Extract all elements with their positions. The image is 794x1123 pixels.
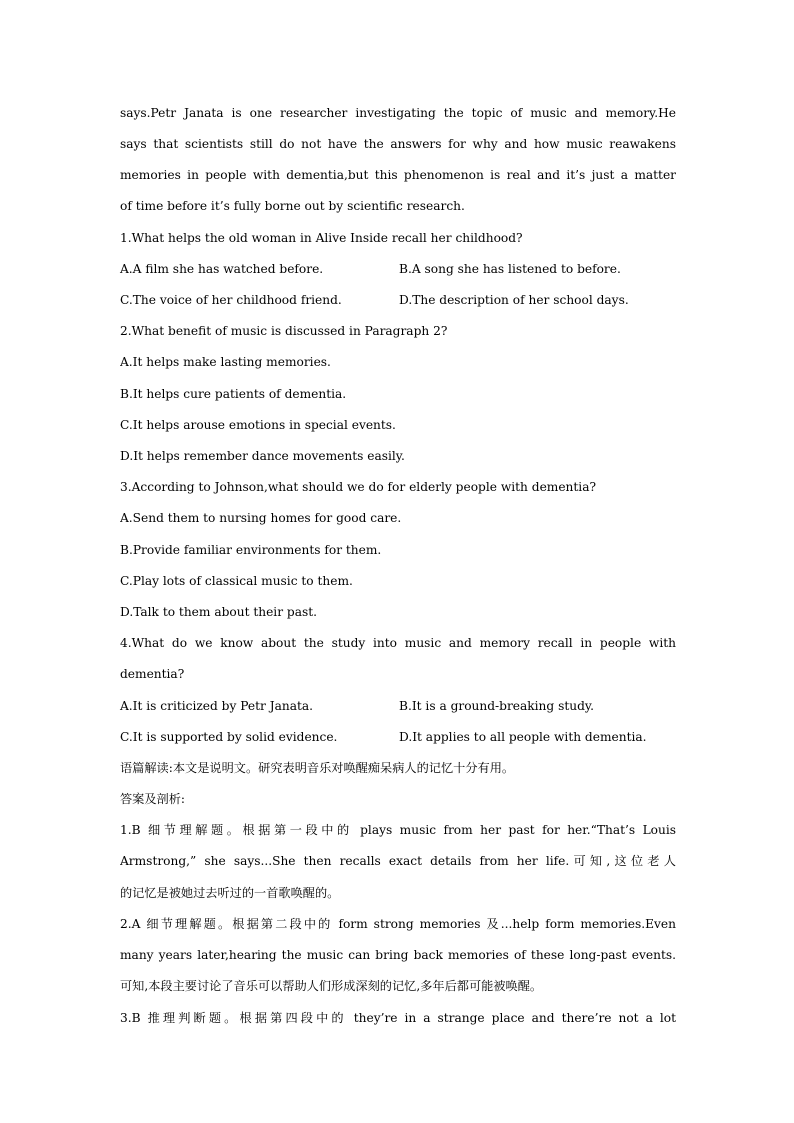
option-d: D.It helps remember dance movements easily.	[120, 449, 405, 463]
passage-summary: 语篇解读:本文是说明文。研究表明音乐对唤醒痴呆病人的记忆十分有用。	[120, 761, 515, 775]
option-b: B.It helps cure patients of dementia.	[120, 387, 347, 401]
answer-line: many years later,hearing the music can bring back memories of these long-past events.	[120, 948, 676, 962]
answer-line: 的记忆是被她过去听过的一首歌唤醒的。	[120, 886, 340, 900]
option-a: A.It helps make lasting memories.	[120, 355, 331, 369]
question-stem: 2.What benefit of music is discussed in Paragraph 2?	[120, 324, 448, 338]
passage-line: memories in people with dementia,but this phenomenon is real and it’s just a matter	[120, 168, 676, 182]
passage-line: says.Petr Janata is one researcher investigating the topic of music and memory.He	[120, 106, 676, 120]
option-c: C.It is supported by solid evidence.	[120, 730, 338, 744]
question-stem-continued: dementia?	[120, 667, 185, 681]
passage-line: says that scientists still do not have the answers for why and how music reawakens	[120, 137, 676, 151]
option-c: C.The voice of her childhood friend.	[120, 293, 342, 307]
option-c: C.It helps arouse emotions in special events.	[120, 418, 396, 432]
option-d: D.Talk to them about their past.	[120, 605, 317, 619]
option-b: B.A song she has listened to before.	[399, 262, 621, 276]
question-stem: 3.According to Johnson,what should we do for elderly people with dementia?	[120, 480, 597, 494]
option-a: A.A film she has watched before.	[120, 262, 324, 276]
question-stem: 4.What do we know about the study into music and memory recall in people with	[120, 636, 676, 650]
answer-line: 1.B 细节理解题。根据第一段中的 plays music from her past for her.“That’s Louis	[120, 823, 676, 837]
option-d: D.The description of her school days.	[399, 293, 629, 307]
answer-line: 可知,本段主要讨论了音乐可以帮助人们形成深刻的记忆,多年后都可能被唤醒。	[120, 979, 543, 993]
option-a: A.Send them to nursing homes for good care.	[120, 511, 402, 525]
answer-heading: 答案及剖析:	[120, 792, 186, 806]
question-stem: 1.What helps the old woman in Alive Inside recall her childhood?	[120, 231, 523, 245]
option-b: B.It is a ground-breaking study.	[399, 699, 595, 713]
answer-line: 3.B 推理判断题。根据第四段中的 they’re in a strange place and there’re not a lot	[120, 1011, 676, 1025]
answer-line: Armstrong,” she says...She then recalls exact details from her life.可知,这位老人	[120, 854, 676, 868]
option-a: A.It is criticized by Petr Janata.	[120, 699, 313, 713]
passage-line: of time before it’s fully borne out by scientific research.	[120, 199, 465, 213]
option-d: D.It applies to all people with dementia.	[399, 730, 647, 744]
option-b: B.Provide familiar environments for them.	[120, 543, 382, 557]
answer-line: 2.A 细节理解题。根据第二段中的 form strong memories 及...help form memories.Even	[120, 917, 676, 931]
option-c: C.Play lots of classical music to them.	[120, 574, 353, 588]
